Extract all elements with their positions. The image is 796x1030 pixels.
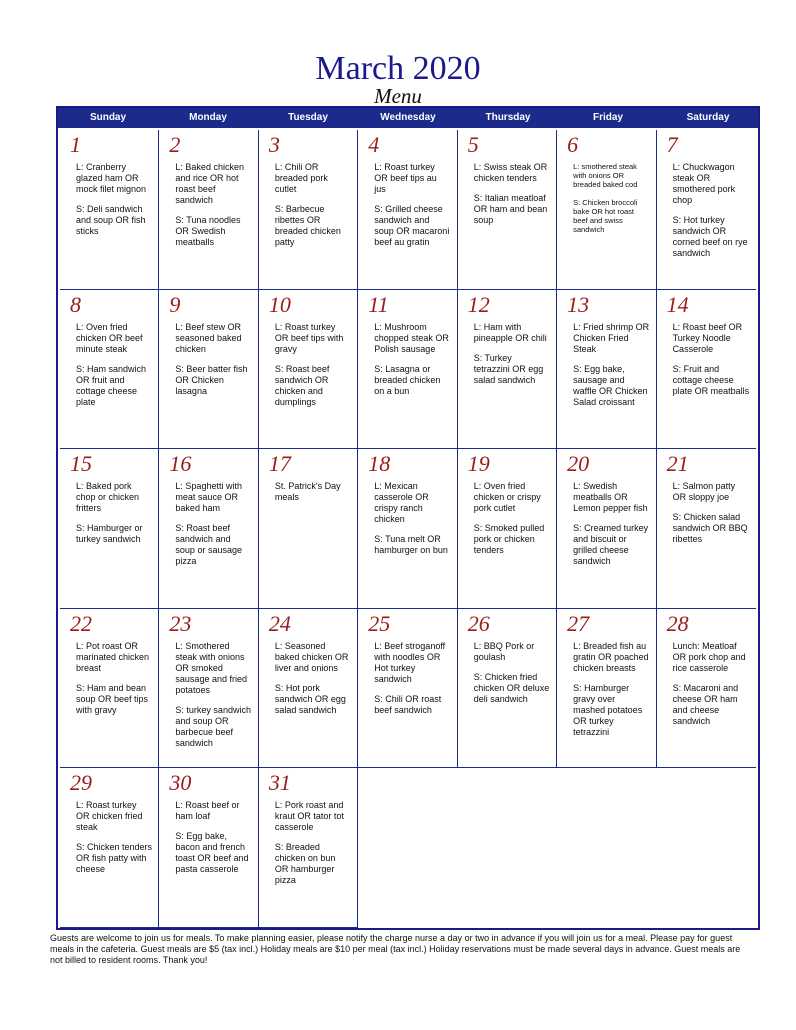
- day-number: 28: [666, 610, 689, 636]
- lunch-text: L: Oven fried chicken or crispy pork cutlet: [473, 481, 541, 514]
- day-number: 22: [70, 610, 92, 636]
- supper-text: S: Chicken fried chicken OR deluxe deli sandwich: [473, 671, 550, 704]
- day-number: 25: [368, 610, 391, 636]
- weekday-thursday: Thursday: [485, 112, 531, 123]
- lunch-text: L: Beef stew OR seasoned baked chicken: [175, 321, 242, 354]
- meal-text: [474, 322, 550, 386]
- supper-text: S: Breaded chicken on bun OR hamburger pizza: [274, 842, 336, 886]
- supper-text: S: Chicken tenders OR fish patty with cheese: [76, 842, 153, 875]
- lunch-text: L: Breaded fish au gratin OR poached chicken breasts: [573, 640, 649, 673]
- calendar-grid: [60, 130, 756, 928]
- weekday-monday: Monday: [189, 112, 227, 123]
- lunch-text: L: Salmon patty OR sloppy joe: [672, 481, 736, 503]
- guest-meal-note: Guests are welcome to join us for meals. To make planning easier, please notify the charge nurse a day or two in advance if you will join us for a meal. Please pay for guest meals in the cafeteria. Guest meals are $5 (tax incl.) Holiday meals are $10 per meal (tax incl.) Holiday reservations must be made several days in advance. Guest meals are not billed to resident rooms. Thank you!: [50, 933, 741, 965]
- lunch-text: L: Smothered steak with onions OR smoked sausage and fried potatoes: [175, 640, 247, 695]
- meal-text: [673, 641, 750, 727]
- day-cell: [259, 449, 358, 609]
- day-cell: [358, 290, 457, 450]
- day-number: 16: [169, 451, 192, 477]
- supper-text: S: Italian meatloaf OR ham and bean soup: [473, 193, 548, 225]
- day-number: 13: [567, 291, 590, 317]
- day-number: 14: [666, 291, 689, 317]
- day-cell: [458, 290, 557, 450]
- meal-text: [673, 322, 750, 397]
- supper-text: S: Macaroni and cheese OR ham and cheese sandwich: [672, 682, 739, 726]
- meal-text: [275, 800, 351, 886]
- supper-text: S: Lasagna or breaded chicken on a bun: [374, 363, 441, 396]
- lunch-text: L: BBQ Pork or goulash: [473, 640, 535, 662]
- day-cell: [657, 290, 756, 450]
- day-cell: [259, 609, 358, 769]
- meal-text: [275, 481, 351, 503]
- empty-cell: [458, 768, 557, 928]
- supper-text: S: Egg bake, bacon and french toast OR beef and pasta casserole: [175, 831, 249, 875]
- supper-text: S: Hot turkey sandwich OR corned beef on rye sandwich: [672, 215, 748, 258]
- lunch-text: L: Chili OR breaded pork cutlet: [274, 162, 328, 194]
- lunch-text: L: Pot roast OR marinated chicken breast: [76, 640, 150, 673]
- supper-text: S: Roast beef sandwich OR chicken and dumplings: [274, 363, 330, 407]
- supper-text: S: Ham sandwich OR fruit and cottage cheese plate: [76, 363, 147, 407]
- day-cell: [358, 449, 457, 609]
- supper-text: S: Deli sandwich and soup OR fish sticks: [76, 204, 146, 236]
- meal-text: [474, 641, 550, 705]
- calendar: [56, 106, 760, 930]
- lunch-text: L: Pork roast and kraut OR tator tot casserole: [274, 800, 344, 833]
- lunch-text: L: Seasoned baked chicken OR liver and onions: [274, 640, 349, 673]
- day-number: 10: [268, 291, 291, 317]
- day-number: 26: [467, 610, 490, 636]
- meal-text: [673, 162, 750, 259]
- empty-cell: [358, 768, 457, 928]
- lunch-text: L: Roast turkey OR chicken fried steak: [76, 800, 143, 833]
- lunch-text: L: Beef stroganoff with noodles OR Hot turkey sandwich: [374, 640, 446, 684]
- lunch-text: L: Mushroom chopped steak OR Polish sausage: [374, 321, 449, 354]
- meal-text: [474, 481, 550, 556]
- day-number: 23: [169, 610, 192, 636]
- day-cell: [259, 290, 358, 450]
- meal-text: [175, 322, 251, 397]
- day-cell: [358, 130, 457, 290]
- day-cell: [60, 290, 159, 450]
- lunch-text: L: Roast beef or ham loaf: [175, 800, 240, 822]
- meal-text: [76, 641, 152, 716]
- meal-text: [76, 322, 152, 408]
- supper-text: S: Roast beef sandwich and soup or sausage pizza: [175, 523, 242, 567]
- supper-text: S: Grilled cheese sandwich and soup OR macaroni beef au gratin: [374, 204, 450, 247]
- day-number: 11: [368, 291, 389, 317]
- lunch-text: L: Cranberry glazed ham OR mock filet mignon: [76, 162, 147, 194]
- lunch-text: L: Roast beef OR Turkey Noodle Casserole: [672, 321, 743, 354]
- weekday-sunday: Sunday: [89, 112, 127, 123]
- supper-text: S: Smoked pulled pork or chicken tenders: [473, 523, 545, 556]
- supper-text: S: Egg bake, sausage and waffle OR Chicken Salad croissant: [573, 363, 648, 407]
- day-cell: [557, 290, 656, 450]
- day-number: 8: [70, 291, 81, 317]
- lunch-text: L: Chuckwagon steak OR smothered pork chop: [672, 162, 736, 205]
- weekday-tuesday: Tuesday: [288, 112, 328, 123]
- day-number: 3: [268, 132, 280, 157]
- lunch-text: L: smothered steak with onions OR breaded baked cod: [573, 162, 638, 189]
- supper-text: S: Creamed turkey and biscuit or grilled cheese sandwich: [573, 523, 649, 567]
- day-cell: [557, 449, 656, 609]
- day-number: 19: [467, 451, 490, 477]
- meal-text: [374, 641, 450, 716]
- meal-text: [175, 641, 251, 749]
- meal-text: [673, 481, 750, 545]
- lunch-text: L: Roast turkey OR beef tips with gravy: [274, 321, 344, 354]
- lunch-text: L: Mexican casserole OR crispy ranch chicken: [374, 481, 429, 525]
- day-cell: [159, 768, 258, 928]
- day-cell: [159, 290, 258, 450]
- supper-text: S: Chili OR roast beef sandwich: [374, 693, 442, 715]
- supper-text: S: Fruit and cottage cheese plate OR meatballs: [672, 363, 750, 396]
- supper-text: S: turkey sandwich and soup OR barbecue beef sandwich: [175, 704, 251, 748]
- lunch-text: L: Baked pork chop or chicken fritters: [76, 481, 140, 514]
- lunch-text: L: Swiss steak OR chicken tenders: [473, 162, 548, 183]
- meal-text: [374, 162, 450, 248]
- meal-text: [175, 162, 251, 248]
- day-number: 15: [70, 451, 92, 477]
- day-cell: [458, 130, 557, 290]
- day-number: 9: [169, 291, 181, 317]
- lunch-text: L: Ham with pineapple OR chili: [473, 321, 547, 343]
- lunch-text: L: Spaghetti with meat sauce OR baked ham: [175, 481, 242, 514]
- meal-text: [76, 162, 152, 237]
- supper-text: S: Chicken broccoli bake OR hot roast beef and swiss sandwich: [573, 198, 638, 234]
- day-cell: [657, 609, 756, 769]
- day-number: 31: [268, 770, 291, 796]
- day-number: 27: [567, 610, 590, 636]
- meal-text: [175, 481, 251, 567]
- supper-text: S: Hamburger gravy over mashed potatoes OR turkey tetrazzini: [573, 682, 643, 737]
- meal-text: [175, 800, 251, 875]
- weekday-saturday: Saturday: [686, 112, 730, 123]
- supper-text: S: Barbecue ribettes OR breaded chicken patty: [274, 204, 341, 247]
- meal-text: [76, 800, 152, 875]
- day-cell: [657, 449, 756, 609]
- day-cell: [657, 130, 756, 290]
- day-number: 2: [169, 132, 181, 157]
- supper-text: S: Hamburger or turkey sandwich: [76, 523, 143, 545]
- meal-text: [275, 322, 351, 408]
- supper-text: S: Tuna noodles OR Swedish meatballs: [175, 215, 241, 247]
- meal-text: [374, 481, 450, 556]
- day-number: 4: [368, 132, 380, 157]
- lunch-text: L: Fried shrimp OR Chicken Fried Steak: [573, 321, 650, 354]
- page-subtitle: Menu: [374, 84, 422, 108]
- supper-text: S: Hot pork sandwich OR egg salad sandwich: [274, 682, 346, 715]
- supper-text: S: Ham and bean soup OR beef tips with gravy: [76, 682, 149, 715]
- day-number: 21: [666, 451, 689, 477]
- day-number: 20: [567, 451, 590, 477]
- meal-text: [573, 641, 649, 738]
- weekday-wednesday: Wednesday: [380, 112, 436, 123]
- day-number: 1: [70, 132, 81, 157]
- weekday-header: [58, 108, 758, 128]
- day-number: 5: [467, 132, 479, 157]
- day-number: 17: [268, 451, 291, 477]
- day-cell: [60, 768, 159, 928]
- day-cell: [458, 449, 557, 609]
- day-number: 24: [268, 610, 291, 636]
- meal-text: [573, 322, 649, 408]
- lunch-text: St. Patrick's Day meals: [274, 481, 341, 503]
- meal-text: [275, 641, 351, 716]
- lunch-text: L: Swedish meatballs OR Lemon pepper fish: [573, 481, 648, 514]
- meal-text: [275, 162, 351, 248]
- page-title: March 2020: [315, 50, 481, 87]
- supper-text: S: Chicken salad sandwich OR BBQ ribettes: [672, 512, 748, 545]
- lunch-text: L: Roast turkey OR beef tips au jus: [374, 162, 437, 194]
- day-cell: [557, 130, 656, 290]
- day-cell: [60, 449, 159, 609]
- meal-text: [573, 162, 649, 234]
- day-cell: [60, 609, 159, 769]
- day-number: 12: [467, 291, 490, 317]
- weekday-friday: Friday: [592, 112, 623, 123]
- day-number: 18: [368, 451, 391, 477]
- supper-text: S: Turkey tetrazzini OR egg salad sandwich: [473, 352, 544, 385]
- lunch-text: Lunch: Meatloaf OR pork chop and rice casserole: [672, 640, 746, 673]
- day-number: 30: [169, 770, 192, 796]
- lunch-text: L: Oven fried chicken OR beef minute steak: [76, 321, 143, 354]
- meal-text: [573, 481, 649, 567]
- day-cell: [159, 609, 258, 769]
- day-cell: [259, 768, 358, 928]
- meal-text: [374, 322, 450, 397]
- day-cell: [60, 130, 159, 290]
- day-number: 6: [567, 132, 579, 157]
- meal-text: [474, 162, 550, 226]
- lunch-text: L: Baked chicken and rice OR hot roast beef sandwich: [175, 162, 244, 205]
- empty-cell: [657, 768, 756, 928]
- day-number: 7: [666, 132, 678, 157]
- day-cell: [358, 609, 457, 769]
- day-cell: [259, 130, 358, 290]
- day-number: 29: [70, 770, 92, 796]
- day-cell: [458, 609, 557, 769]
- supper-text: S: Tuna melt OR hamburger on bun: [374, 534, 448, 556]
- day-cell: [557, 609, 656, 769]
- meal-text: [76, 481, 152, 545]
- supper-text: S: Beer batter fish OR Chicken lasagna: [175, 363, 248, 396]
- empty-cell: [557, 768, 656, 928]
- day-cell: [159, 130, 258, 290]
- day-cell: [159, 449, 258, 609]
